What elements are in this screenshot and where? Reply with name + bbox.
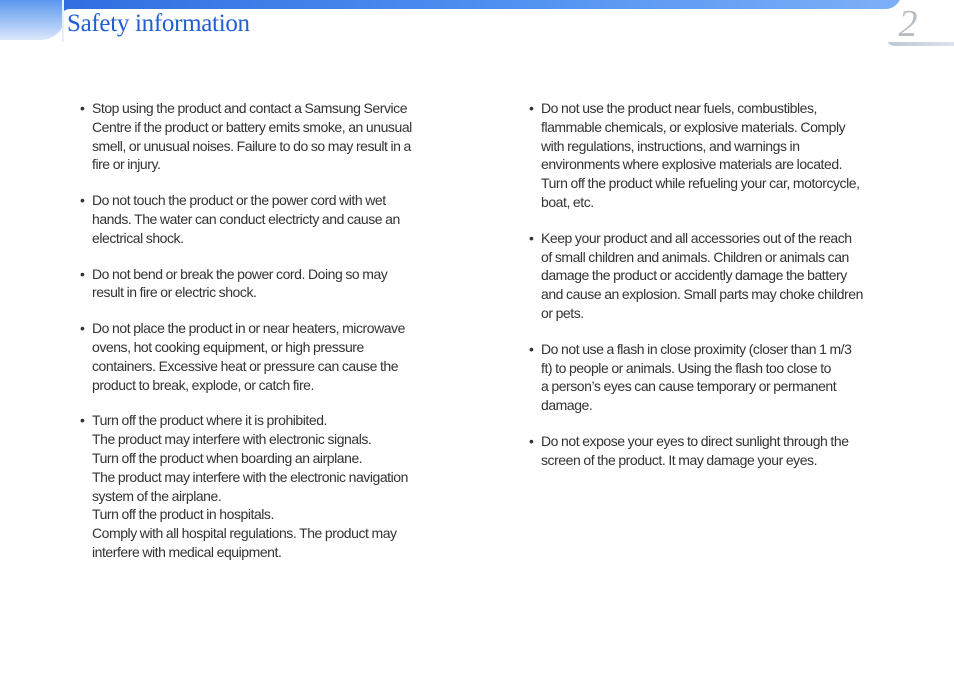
bullet-text-line: Do not use a flash in close proximity (closer than 1 m/3 bbox=[541, 340, 852, 357]
bullet-text-line: Turn off the product when boarding an airplane. bbox=[92, 449, 363, 466]
bullet-text-line: Do not place the product in or near heaters, microwave bbox=[92, 320, 405, 337]
bullet-text-line: ovens, hot cooking equipment, or high pressure bbox=[92, 338, 364, 355]
bullet-text-line: interfere with medical equipment. bbox=[92, 543, 282, 560]
bullet-text-line: Do not use the product near fuels, combustibles, bbox=[541, 100, 817, 116]
bullet-text-line: The product may interfere with electronic signals. bbox=[92, 431, 372, 448]
safety-bullet-item bbox=[80, 411, 450, 561]
bullet-text-line: and cause an explosion. Small parts may choke children bbox=[541, 286, 863, 303]
safety-bullet-item bbox=[80, 99, 450, 174]
bullet-dot-icon: • bbox=[80, 320, 85, 337]
bullet-dot-icon: • bbox=[529, 340, 534, 357]
bullet-text-line: Keep your product and all accessories out of the reach bbox=[541, 229, 852, 246]
bullet-text-line: Do not bend or break the power cord. Doing so may bbox=[92, 265, 388, 282]
bullet-text-line: with regulations, instructions, and warnings in bbox=[541, 137, 800, 154]
left-column bbox=[80, 99, 450, 579]
bullet-text-line: fire or injury. bbox=[92, 156, 161, 173]
bullet-text-line: containers. Excessive heat or pressure can cause the bbox=[92, 357, 399, 374]
safety-bullet-item bbox=[80, 319, 450, 394]
bullet-text-line: Turn off the product in hospitals. bbox=[92, 506, 274, 523]
bullet-text-line: electrical shock. bbox=[92, 229, 184, 246]
bullet-text-line: or pets. bbox=[541, 304, 584, 321]
bullet-text-line: boat, etc. bbox=[541, 193, 594, 210]
bullet-text-line: Do not touch the product or the power cord with wet bbox=[92, 192, 386, 209]
bullet-dot-icon: • bbox=[529, 229, 534, 246]
bullet-text-line: system of the airplane. bbox=[92, 487, 222, 504]
bullet-dot-icon: • bbox=[80, 100, 85, 116]
bullet-dot-icon: • bbox=[529, 100, 534, 116]
page-number: 2 bbox=[898, 3, 918, 45]
safety-bullet-item bbox=[80, 265, 450, 303]
bullet-dot-icon: • bbox=[80, 412, 85, 429]
bullet-text-line: screen of the product. It may damage your eyes. bbox=[541, 451, 818, 468]
safety-bullet-item bbox=[529, 340, 897, 415]
bullet-dot-icon: • bbox=[529, 432, 534, 449]
page-title: Safety information bbox=[67, 10, 250, 37]
safety-bullet-item bbox=[80, 191, 450, 247]
bullet-text-line: Stop using the product and contact a Samsung Service bbox=[92, 100, 408, 116]
bullet-text-line: product to break, explode, or catch fire. bbox=[92, 376, 314, 393]
bullet-text-line: The product may interfere with the electronic navigation bbox=[92, 468, 408, 485]
bullet-text-line: Turn off the product where it is prohibited. bbox=[92, 412, 327, 429]
bullet-text-line: damage the product or accidently damage the battery bbox=[541, 267, 847, 284]
bullet-text-line: Comply with all hospital regulations. The product may bbox=[92, 525, 397, 542]
safety-bullet-item bbox=[529, 432, 897, 470]
bullet-text-line: result in fire or electric shock. bbox=[92, 284, 257, 301]
bullet-text-line: of small children and animals. Children or animals can bbox=[541, 248, 849, 265]
bullet-text-line: hands. The water can conduct electricty and cause an bbox=[92, 210, 400, 227]
bullet-text-line: environments where explosive materials are located. bbox=[541, 156, 843, 173]
bullet-text-line: Do not expose your eyes to direct sunlight through the bbox=[541, 432, 849, 449]
bullet-text-line: smell, or unusual noises. Failure to do so may result in a bbox=[92, 137, 411, 154]
bullet-text-line: ft) to people or animals. Using the flash too close to bbox=[541, 359, 831, 376]
bullet-text-line: a person’s eyes can cause temporary or permanent bbox=[541, 378, 837, 395]
bullet-dot-icon: • bbox=[80, 192, 85, 209]
bullet-text-line: flammable chemicals, or explosive materials. Comply bbox=[541, 118, 846, 135]
bullet-dot-icon: • bbox=[80, 265, 85, 282]
safety-bullet-item bbox=[529, 229, 897, 323]
bullet-text-line: damage. bbox=[541, 397, 593, 414]
bullet-text-line: Turn off the product while refueling your car, motorcycle, bbox=[541, 175, 860, 192]
safety-bullet-item bbox=[529, 99, 897, 212]
right-column bbox=[529, 99, 897, 487]
bullet-text-line: Centre if the product or battery emits smoke, an unusual bbox=[92, 118, 412, 135]
